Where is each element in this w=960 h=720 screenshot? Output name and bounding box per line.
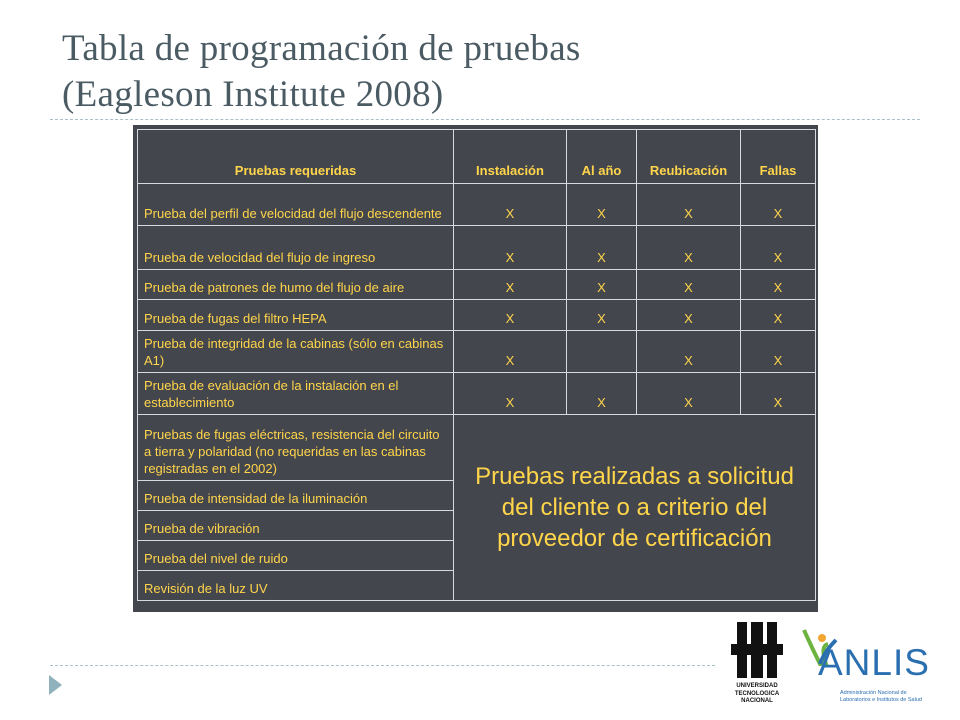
mark-cell — [567, 331, 637, 373]
test-name-cell: Prueba del nivel de ruido — [138, 541, 454, 571]
header-cell: Pruebas requeridas — [138, 130, 454, 184]
header-cell: Fallas — [741, 130, 816, 184]
mark-cell: X — [637, 300, 741, 331]
test-name-cell: Prueba de velocidad del flujo de ingreso — [138, 226, 454, 270]
table-row — [138, 226, 816, 270]
title-divider — [50, 119, 920, 120]
utn-name-line: NACIONAL — [741, 698, 773, 704]
table-row — [138, 300, 816, 331]
optional-tests-note: Pruebas realizadas a solicitud del cliente o a criterio del proveedor de certificación — [454, 415, 816, 601]
mark-cell: X — [741, 184, 816, 226]
table-row — [138, 184, 816, 226]
mark-cell: X — [637, 373, 741, 415]
bullet-arrow-icon — [49, 675, 62, 695]
slide-title-line-2: (Eagleson Institute 2008) — [62, 74, 444, 115]
mark-cell: X — [567, 270, 637, 300]
test-name-cell: Prueba de vibración — [138, 511, 454, 541]
slide-title-line-1: Tabla de programación de pruebas — [62, 28, 581, 69]
mark-cell: X — [567, 184, 637, 226]
anlis-logo — [798, 622, 948, 702]
table-row — [138, 373, 816, 415]
test-schedule-table — [137, 129, 816, 601]
test-name-cell: Prueba del perfil de velocidad del flujo descendente — [138, 184, 454, 226]
mark-cell: X — [454, 184, 567, 226]
mark-cell: X — [567, 226, 637, 270]
utn-emblem-icon — [729, 622, 785, 678]
mark-cell: X — [741, 373, 816, 415]
mark-cell: X — [637, 331, 741, 373]
mark-cell: X — [454, 300, 567, 331]
anlis-subtitle-line: Laboratorios e Institutos de Salud — [840, 697, 922, 703]
test-name-cell: Prueba de fugas del filtro HEPA — [138, 300, 454, 331]
anlis-wordmark: ANLIS — [818, 642, 930, 683]
utn-name-line: TECNOLOGICA — [734, 690, 780, 697]
table-row — [138, 415, 816, 481]
mark-cell: X — [454, 226, 567, 270]
test-name-cell: Pruebas de fugas eléctricas, resistencia del circuito a tierra y polaridad (no requeridas en las cabinas registradas en el 2002) — [138, 415, 454, 481]
anlis-subtitle — [840, 690, 922, 704]
mark-cell: X — [637, 184, 741, 226]
header-cell: Instalación — [454, 130, 567, 184]
mark-cell: X — [741, 331, 816, 373]
test-name-cell: Revisión de la luz UV — [138, 571, 454, 601]
test-name-cell: Prueba de patrones de humo del flujo de aire — [138, 270, 454, 300]
mark-cell: X — [637, 270, 741, 300]
table-row — [138, 270, 816, 300]
test-name-cell: Prueba de intensidad de la iluminación — [138, 481, 454, 511]
utn-name-line: UNIVERSIDAD — [736, 683, 778, 689]
header-row — [138, 130, 816, 184]
utn-name — [727, 683, 787, 706]
header-cell: Reubicación — [637, 130, 741, 184]
mark-cell: X — [454, 373, 567, 415]
mark-cell: X — [741, 270, 816, 300]
footer-divider — [50, 665, 715, 666]
mark-cell: X — [741, 226, 816, 270]
test-schedule-table-image — [133, 125, 818, 612]
mark-cell: X — [637, 226, 741, 270]
slide-title — [62, 26, 922, 118]
mark-cell: X — [454, 270, 567, 300]
table-row — [138, 331, 816, 373]
mark-cell: X — [454, 331, 567, 373]
header-cell: Al año — [567, 130, 637, 184]
anlis-subtitle-line: Administración Nacional de — [840, 690, 907, 696]
test-name-cell: Prueba de integridad de la cabinas (sólo en cabinas A1) — [138, 331, 454, 373]
mark-cell: X — [567, 373, 637, 415]
utn-logo — [727, 622, 787, 706]
test-name-cell: Prueba de evaluación de la instalación en el establecimiento — [138, 373, 454, 415]
mark-cell: X — [567, 300, 637, 331]
mark-cell: X — [741, 300, 816, 331]
